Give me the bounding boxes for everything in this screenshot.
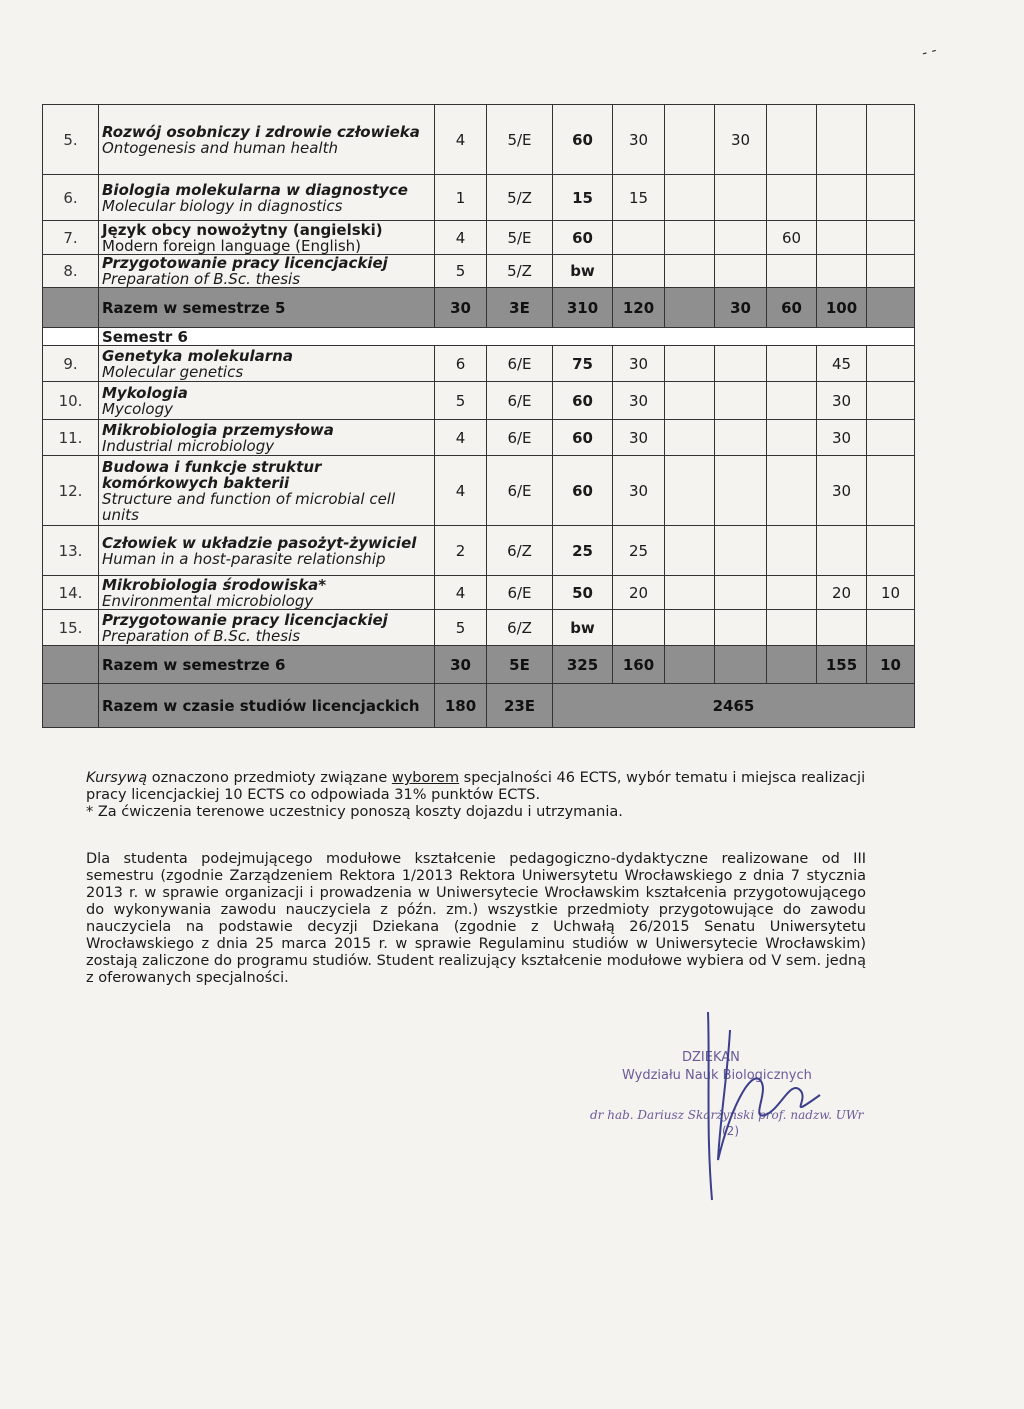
total-col2 [665,288,715,328]
hours-col3 [715,420,767,456]
studies-total-row [43,684,915,728]
stamp-title: DZIEKAN [682,1050,740,1065]
stamp-faculty: Wydziału Nauk Biologicznych [622,1068,812,1083]
hours-col1: 30 [613,346,665,382]
hours-col3 [715,255,767,288]
row-number: 7. [43,221,99,255]
hours-col2 [665,105,715,175]
hours-col4 [767,420,817,456]
corner-mark: - - [920,42,939,62]
hours-col6 [867,382,915,420]
hours-col3 [715,175,767,221]
ects: 4 [435,105,487,175]
total-col1: 120 [613,288,665,328]
row-number: 12. [43,456,99,526]
hours-col2 [665,175,715,221]
note-ects [86,770,866,804]
semester-6-header-row [43,328,915,346]
semester-exam: 5/Z [487,175,553,221]
hours-col6: 10 [867,576,915,610]
hours-col6 [867,456,915,526]
total-hours: 310 [553,288,613,328]
note-field-costs: * Za ćwiczenia terenowe uczestnicy ponoszą koszty dojazdu i utrzymania. [86,804,623,820]
ects: 1 [435,175,487,221]
hours-col2 [665,610,715,646]
note-pedagogical-module: Dla studenta podejmującego modułowe kształcenie pedagogiczno-dydaktyczne realizowane od III semestru (zgodnie Zarządzeniem Rektora 1/2013 Rektora Uniwersytetu Wrocławskiego z dnia 7 stycznia 2013 r. w sprawie organizacji i prowadzenia w Uniwersytecie Wrocławskim kształcenia przygotowującego do wykonywania zawodu nauczyciela z późn. zm.) wszystkie przedmioty przygotowujące do zawodu nauczyciela na podstawie decyzji Dziekana (zgodnie z Uchwałą 26/2015 Senatu Uniwersytetu Wrocławskiego z dnia 25 marca 2015 r. w sprawie Regulaminu studiów w Uniwersytecie Wrocławskim) zostają zaliczone do programu studiów. Student realizujący kształcenie modułowe wybiera od V sem. jedną z oferowanych specjalności. [86,851,866,986]
hours-col3 [715,221,767,255]
course-row [43,610,915,646]
semester-exam: 5/Z [487,255,553,288]
total-exams: 5E [487,646,553,684]
ects: 5 [435,255,487,288]
course-name-pl: Genetyka molekularna [102,346,293,365]
hours-total: 60 [553,221,613,255]
notes-section [86,770,866,987]
hours-col2 [665,255,715,288]
semester-6-total-row [43,646,915,684]
note-italic-word: Kursywą [86,770,148,786]
course-name-en: Modern foreign language (English) [102,236,362,255]
hours-col2 [665,382,715,420]
hours-total: bw [553,610,613,646]
hours-col1 [613,221,665,255]
course-row [43,456,915,526]
row-number: 5. [43,105,99,175]
row-number: 8. [43,255,99,288]
hours-total: 60 [553,420,613,456]
course-row [43,526,915,576]
total-exams: 3E [487,288,553,328]
ects: 5 [435,610,487,646]
total-col3 [715,646,767,684]
hours-col1 [613,255,665,288]
semester-6-rows [43,346,915,646]
hours-col3: 30 [715,105,767,175]
total-col3: 30 [715,288,767,328]
hours-col5: 30 [817,382,867,420]
course-name-en: Molecular biology in diagnostics [102,196,343,215]
hours-col2 [665,420,715,456]
ects: 4 [435,576,487,610]
hours-col6 [867,105,915,175]
hours-col6 [867,221,915,255]
hours-col5 [817,105,867,175]
course-name-pl: Przygotowanie pracy licencjackiej [102,254,388,272]
total-col2 [665,646,715,684]
hours-col2 [665,221,715,255]
hours-col1 [613,610,665,646]
course-name-pl: Język obcy nowożytny (angielski) [102,220,383,239]
course-name-en: Industrial microbiology [102,436,275,455]
course-name-en: Structure and function of microbial cell units [102,489,396,524]
semester-exam: 6/E [487,456,553,526]
hours-col5: 30 [817,456,867,526]
course-name-en: Preparation of B.Sc. thesis [102,270,301,288]
course-name-pl: Przygotowanie pracy licencjackiej [102,610,388,629]
course-row [43,221,915,255]
studies-total-exams: 23E [487,684,553,728]
row-number: 15. [43,610,99,646]
semester-exam: 5/E [487,221,553,255]
semester-exam: 6/E [487,382,553,420]
row-number: 10. [43,382,99,420]
studies-total-label: Razem w czasie studiów licencjackich [99,684,435,728]
hours-col4 [767,346,817,382]
hours-col5: 30 [817,420,867,456]
row-number: 13. [43,526,99,576]
hours-col6 [867,175,915,221]
course-name [99,526,435,576]
hours-col3 [715,382,767,420]
course-row [43,175,915,221]
hours-col1: 30 [613,420,665,456]
course-name [99,420,435,456]
course-name-pl: Budowa i funkcje struktur komórkowych bakterii [102,457,322,492]
hours-col1: 30 [613,105,665,175]
hours-total: 60 [553,456,613,526]
curriculum-table [42,104,915,728]
course-name [99,105,435,175]
hours-col5 [817,255,867,288]
course-name-en: Ontogenesis and human health [102,138,338,157]
semester-exam: 6/Z [487,526,553,576]
total-col5: 100 [817,288,867,328]
course-name [99,610,435,646]
semester-exam: 6/E [487,576,553,610]
hours-col1: 20 [613,576,665,610]
total-label: Razem w semestrze 6 [99,646,435,684]
course-name-en: Human in a host-parasite relationship [102,549,386,568]
hours-col5 [817,526,867,576]
hours-col4 [767,382,817,420]
hours-col6 [867,420,915,456]
hours-col6 [867,526,915,576]
hours-col5: 45 [817,346,867,382]
ects: 4 [435,456,487,526]
total-ects: 30 [435,288,487,328]
hours-col6 [867,346,915,382]
row-number: 11. [43,420,99,456]
semester-exam: 6/E [487,346,553,382]
stamp-name: dr hab. Dariusz Skarżyński prof. nadzw. UWr [590,1108,864,1122]
ects: 2 [435,526,487,576]
course-row [43,382,915,420]
hours-col6 [867,610,915,646]
course-name [99,382,435,420]
hours-total: 15 [553,175,613,221]
ects: 6 [435,346,487,382]
hours-col5 [817,610,867,646]
hours-col4 [767,526,817,576]
ects: 4 [435,420,487,456]
hours-col3 [715,576,767,610]
total-label: Razem w semestrze 5 [99,288,435,328]
course-name [99,576,435,610]
course-name-en: Environmental microbiology [102,591,314,610]
semester-6-label: Semestr 6 [99,328,915,346]
course-row [43,346,915,382]
total-hours: 325 [553,646,613,684]
stamp-number: (2) [722,1124,739,1138]
total-col6: 10 [867,646,915,684]
course-name [99,255,435,288]
hours-col4 [767,175,817,221]
hours-col4 [767,610,817,646]
hours-col2 [665,576,715,610]
studies-total-ects: 180 [435,684,487,728]
hours-total: 75 [553,346,613,382]
hours-col5: 20 [817,576,867,610]
course-name-pl: Człowiek w układzie pasożyt-żywiciel [102,533,417,552]
total-col4 [767,646,817,684]
course-name [99,221,435,255]
handwritten-signature [690,1010,830,1210]
total-col5: 155 [817,646,867,684]
row-number: 6. [43,175,99,221]
hours-total: 60 [553,382,613,420]
hours-col1: 15 [613,175,665,221]
hours-total: 25 [553,526,613,576]
semester-exam: 5/E [487,105,553,175]
row-number: 14. [43,576,99,610]
course-name-pl: Rozwój osobniczy i zdrowie człowieka [102,122,420,141]
semester-exam: 6/E [487,420,553,456]
total-ects: 30 [435,646,487,684]
ects: 5 [435,382,487,420]
hours-col4 [767,456,817,526]
hours-col5 [817,175,867,221]
total-col6 [867,288,915,328]
course-name [99,346,435,382]
course-name-pl: Mikrobiologia przemysłowa [102,420,334,439]
hours-col3 [715,456,767,526]
course-row [43,576,915,610]
course-name-en: Molecular genetics [102,362,244,381]
hours-col4 [767,105,817,175]
hours-total: 60 [553,105,613,175]
note-text: oznaczono przedmioty związane [147,770,392,786]
semester-exam: 6/Z [487,610,553,646]
course-name-en: Preparation of B.Sc. thesis [102,626,301,645]
hours-col4: 60 [767,221,817,255]
ects: 4 [435,221,487,255]
hours-col4 [767,576,817,610]
total-col4: 60 [767,288,817,328]
semester-5-rows [43,105,915,288]
course-name [99,175,435,221]
course-row [43,420,915,456]
note-text: specjalności 46 ECTS, wybór tematu i miejsca realizacji pracy licencjackiej 10 ECTS co odpowiada 31% punktów ECTS. [86,770,866,803]
semester-5-total-row [43,288,915,328]
course-name-en: Mycology [102,399,173,418]
course-row [43,105,915,175]
course-row [43,255,915,288]
hours-total: 50 [553,576,613,610]
hours-col2 [665,456,715,526]
hours-col3 [715,346,767,382]
hours-col1: 25 [613,526,665,576]
row-number: 9. [43,346,99,382]
hours-col6 [867,255,915,288]
course-name-pl: Mikrobiologia środowiska* [102,575,327,594]
hours-col2 [665,526,715,576]
course-name [99,456,435,526]
note-underlined-word: wyborem [391,770,460,786]
course-name-pl: Mykologia [102,383,188,402]
total-col1: 160 [613,646,665,684]
hours-col5 [817,221,867,255]
hours-total: bw [553,255,613,288]
hours-col1: 30 [613,382,665,420]
hours-col2 [665,346,715,382]
studies-total-hours: 2465 [553,684,915,728]
hours-col4 [767,255,817,288]
hours-col1: 30 [613,456,665,526]
hours-col3 [715,610,767,646]
hours-col3 [715,526,767,576]
course-name-pl: Biologia molekularna w diagnostyce [102,180,408,199]
